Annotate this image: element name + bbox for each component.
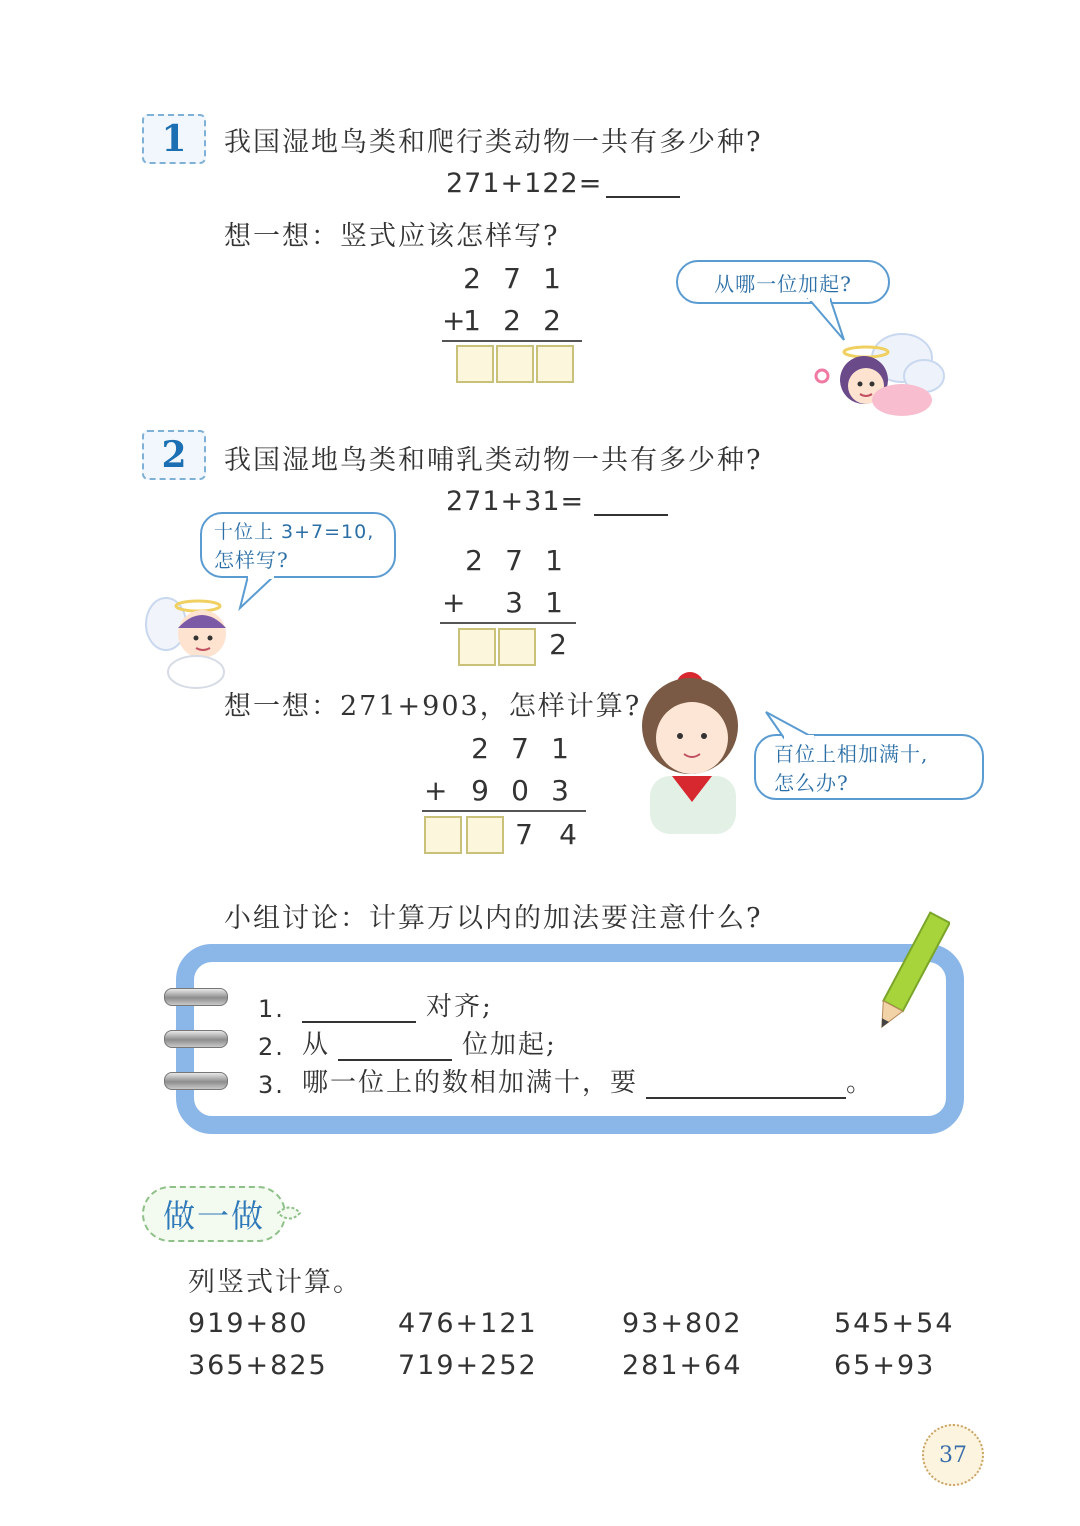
cupid-illustration [138,588,248,692]
notebook-item [258,1024,557,1061]
leaf-tip-icon [276,1200,302,1226]
fill-blank[interactable] [646,1071,846,1099]
equation: 271+31= [446,486,585,517]
practice-problem: 281+64 [622,1350,743,1381]
example-number-badge: 2 [142,430,206,480]
answer-box[interactable] [498,628,536,666]
answer-blank[interactable] [606,196,680,198]
answer-box[interactable] [496,345,534,383]
notebook-item [258,986,493,1023]
practice-problem: 476+121 [398,1308,538,1339]
bubble-text: 怎么办? [774,771,849,795]
page-number: 37 [922,1424,984,1486]
digit: 3 [551,774,569,807]
digit: 7 [511,732,529,765]
discussion-prompt: 小组讨论：计算万以内的加法要注意什么? [224,903,763,934]
girl-illustration [620,664,760,836]
digit: 2 [465,544,483,577]
bubble-tail-icon [764,710,824,740]
item-number: 3. [258,1071,285,1099]
answer-box[interactable] [466,816,504,854]
bubble-text: 十位上 3+7=10, [214,521,375,543]
digit: 2 [471,732,489,765]
digit: 1 [543,262,561,295]
digit: 1 [545,586,563,619]
practice-problem: 93+802 [622,1308,743,1339]
practice-instruction: 列竖式计算。 [188,1267,362,1298]
notebook-item [258,1062,874,1099]
bubble-text: 怎样写? [214,548,289,572]
item-text: 哪一位上的数相加满十，要 [302,1068,639,1098]
digit: 7 [503,262,521,295]
answer-box[interactable] [456,345,494,383]
digit: 3 [505,586,523,619]
item-number: 1. [258,995,285,1023]
example-question: 我国湿地鸟类和爬行类动物一共有多少种? [224,127,763,158]
speech-bubble [200,512,396,578]
think-prompt: 想一想：271+903，怎样计算? [224,691,642,722]
item-text: 。 [846,1068,875,1098]
example-question: 我国湿地鸟类和哺乳类动物一共有多少种? [224,445,763,476]
sum-rule [442,340,582,342]
binder-ring [164,1072,228,1090]
digit: 0 [511,774,529,807]
item-text: 从 [302,1030,331,1060]
digit: 2 [463,262,481,295]
fill-blank[interactable] [302,995,416,1023]
item-number: 2. [258,1033,285,1061]
item-text: 对齐; [426,992,493,1022]
sum-rule [422,810,586,812]
think-prompt: 想一想：竖式应该怎样写? [224,221,560,252]
practice-problem: 365+825 [188,1350,328,1381]
answer-box[interactable] [424,816,462,854]
fill-blank[interactable] [338,1033,452,1061]
angel-girl-illustration [806,318,946,430]
digit: 4 [559,818,577,851]
binder-ring [164,1030,228,1048]
practice-problem: 919+80 [188,1308,309,1339]
plus-sign: + [424,774,448,807]
equation: 271+122= [446,168,603,199]
item-text: 位加起; [462,1030,557,1060]
bubble-text: 从哪一位加起? [714,271,852,296]
answer-box[interactable] [536,345,574,383]
digit: 2 [549,628,567,661]
digit: 2 [503,304,521,337]
digit: 1 [463,304,481,337]
answer-box[interactable] [458,628,496,666]
practice-problem: 719+252 [398,1350,538,1381]
plus-sign: + [442,586,466,619]
sum-rule [440,622,576,624]
answer-blank[interactable] [594,514,668,516]
digit: 7 [515,818,533,851]
practice-label: 做一做 [142,1186,286,1242]
digit: 2 [543,304,561,337]
speech-bubble [754,734,984,800]
digit: 1 [545,544,563,577]
result-digits [504,818,588,851]
practice-problem: 545+54 [834,1308,955,1339]
bubble-text: 百位上相加满十, [774,742,929,766]
example-number-badge: 1 [142,114,206,164]
digit: 1 [551,732,569,765]
pencil-icon [870,906,950,1038]
practice-problem: 65+93 [834,1350,936,1381]
binder-ring [164,988,228,1006]
plus-sign: + [442,304,466,337]
digit: 9 [471,774,489,807]
digit: 7 [505,544,523,577]
